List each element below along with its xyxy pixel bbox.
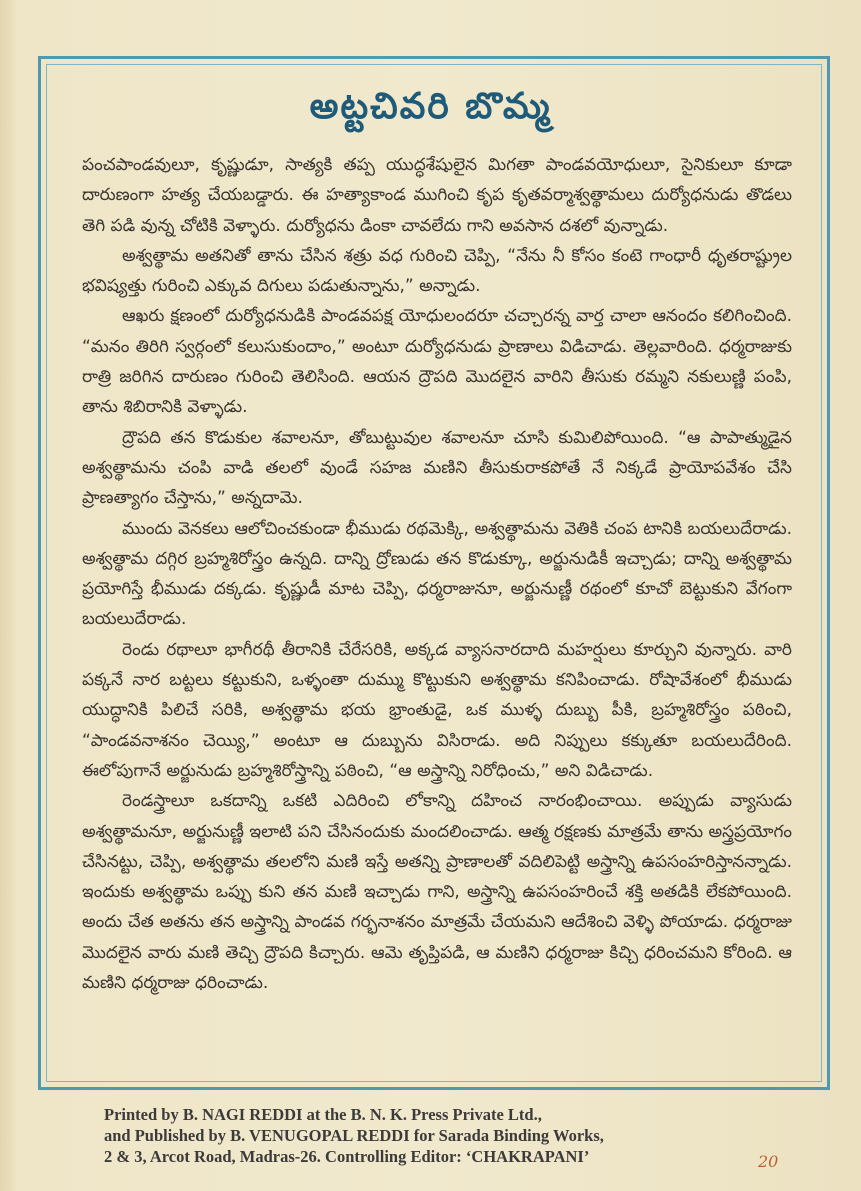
imprint-footer [104, 1104, 784, 1167]
imprint-line-printer: Printed by B. NAGI REDDI at the B. N. K. Press Private Ltd., [104, 1105, 542, 1124]
paragraph-1: పంచపాండవులూ, కృష్ణుడూ, సాత్యకి తప్ప యుద్ధశేషులైన మిగతా పాండవయోధులూ, సైనికులూ కూడా దారుణంగా హత్య చేయబడ్డారు. ఈ హత్యాకాండ ముగించి కృప కృతవర్మాశ్వత్థామలు దుర్యోధనుడు తొడలు తెగి పడి వున్న చోటికి వెళ్ళారు. దుర్యోధను డింకా చావలేదు గాని అవసాన దశలో వున్నాడు. [82, 155, 792, 236]
paragraph-2: అశ్వత్థామ అతనితో తాను చేసిన శత్రు వధ గురించి చెప్పి, “నేను నీ కోసం కంటె గాంధారీ ధృతరాష్ట్రుల భవిష్యత్తు గురించి ఎక్కువ దిగులు పడుతున్నాను,” అన్నాడు. [82, 245, 792, 297]
paragraph-5: ముందు వెనకలు ఆలోచించకుండా భీముడు రథమెక్కి, అశ్వత్థామను వెతికి చంప టానికి బయలుదేరాడు. అశ్వత్థామ దగ్గిర బ్రహ్మశిరోస్త్రం ఉన్నది. దాన్ని ద్రోణుడు తన కొడుక్కూ, అర్జునుడికీ ఇచ్చాడు; దాన్ని అశ్వత్థామ ప్రయోగిస్తే భీముడు దక్కడు. కృష్ణుడీ మాట చెప్పి, ధర్మరాజునూ, అర్జునుణ్ణీ రథంలో కూచో బెట్టుకుని వేగంగా బయలుదేరాడు. [82, 518, 792, 630]
imprint-line-address: 2 & 3, Arcot Road, Madras-26. Controlling Editor: ‘CHAKRAPANI’ [104, 1147, 590, 1166]
imprint-line-publisher: and Published by B. VENUGOPAL REDDI for Sarada Binding Works, [104, 1126, 604, 1145]
paragraph-6: రెండు రథాలూ భాగీరథీ తీరానికి చేరేసరికి, అక్కడ వ్యాసనారదాది మహర్షులు కూర్చుని వున్నారు. వారి పక్కనే నార బట్టలు కట్టుకుని, ఒళ్ళంతా దుమ్ము కొట్టుకుని అశ్వత్థామ కనిపించాడు. రోషావేశంలో భీముడు యుద్ధానికి పిలిచే సరికి, అశ్వత్థామ భయ భ్రాంతుడై, ఒక ముళ్ళ దుబ్బు పీకి, బ్రహ్మశిరోస్త్రం పఠించి, “పాండవనాశనం చెయ్యి,” అంటూ ఆ దుబ్బును విసిరాడు. అది నిప్పులు కక్కుతూ బయలుదేరింది. ఈలోపుగానే అర్జునుడు బ్రహ్మశిరోస్త్రాన్ని పఠించి, “ఆ అస్త్రాన్ని నిరోధించు,” అని విడిచాడు. [82, 639, 792, 781]
paragraph-3: ఆఖరు క్షణంలో దుర్యోధనుడికి పాండవపక్ష యోధులందరూ చచ్చారన్న వార్త చాలా ఆనందం కలిగించింది. “మనం తిరిగి స్వర్గంలో కలుసుకుందాం,” అంటూ దుర్యోధనుడు ప్రాణాలు విడిచాడు. తెల్లవారింది. ధర్మరాజుకు రాత్రి జరిగిన దారుణం గురించి తెలిసింది. ఆయన ద్రౌపది మొదలైన వారిని తీసుకు రమ్మని నకులుణ్ణి పంపి, తాను శిబిరానికి వెళ్ళాడు. [82, 306, 792, 418]
paragraph-7: రెండస్త్రాలూ ఒకదాన్ని ఒకటి ఎదిరించి లోకాన్ని దహించ నారంభించాయి. అప్పుడు వ్యాసుడు అశ్వత్థామనూ, అర్జునుణ్ణీ ఇలాటి పని చేసినందుకు మందలించాడు. ఆత్మ రక్షణకు మాత్రమే తాను అస్త్రప్రయోగం చేసినట్టు, చెప్పి, అశ్వత్థామ తలలోని మణి ఇస్తే అతన్ని ప్రాణాలతో వదిలిపెట్టి అస్త్రాన్ని ఉపసంహరిస్తానన్నాడు. ఇందుకు అశ్వత్థామ ఒప్పు కుని తన మణి ఇచ్చాడు గాని, అస్త్రాన్ని ఉపసంహరించే శక్తి అతడికి లేకపోయింది. అందు చేత అతను తన అస్త్రాన్ని పాండవ గర్భనాశనం మాత్రమే చేయమని ఆదేశించి వెళ్ళి పోయాడు. ధర్మరాజు మొదలైన వారు మణి తెచ్చి ద్రౌపది కిచ్చారు. ఆమె తృప్తిపడి, ఆ మణిని ధర్మరాజు కిచ్చి ధరించమని కోరింది. ఆ మణిని ధర్మరాజు ధరించాడు. [82, 791, 792, 994]
story-body [82, 150, 792, 998]
paragraph-4: ద్రౌపది తన కొడుకుల శవాలనూ, తోబుట్టువుల శవాలనూ చూసి కుమిలిపోయింది. “ఆ పాపాత్ముడైన అశ్వత్థామను చంపి వాడి తలలో వుండే సహజ మణిని తీసుకురాకపోతే నే నిక్కడే ప్రాయోపవేశం చేసి ప్రాణత్యాగం చేస్తాను,” అన్నదామె. [82, 427, 792, 509]
page-title: అట్టచివరి బొమ్మ [309, 86, 552, 127]
page-number: 20 [758, 1152, 779, 1171]
